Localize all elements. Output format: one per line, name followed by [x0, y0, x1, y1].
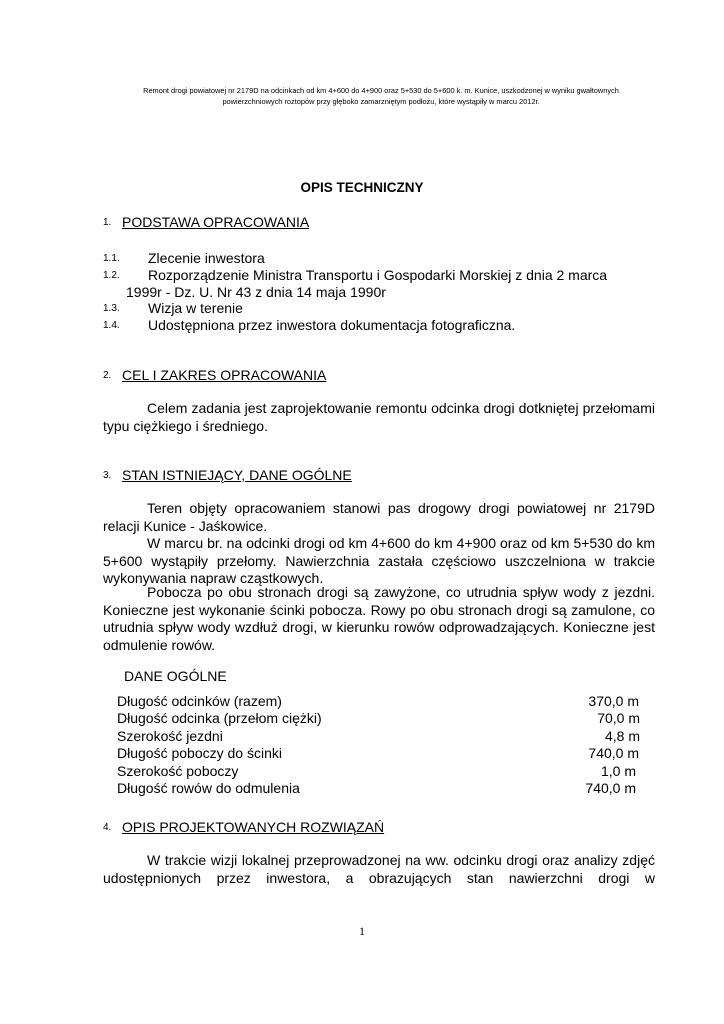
- dane-row: [117, 745, 641, 762]
- dane-label: Szerokość jezdni: [117, 727, 223, 744]
- item-1-2-number: 1.2.: [103, 270, 120, 281]
- dane-label: Długość rowów do odmulenia: [117, 779, 300, 796]
- item-1-3-number: 1.3.: [103, 303, 120, 314]
- running-header-line-1: Remont drogi powiatowej nr 2179D na odcinkach od km 4+600 do 4+900 oraz 5+530 do 5+600 k. m. Kunice, uszkodzonej w wyniku gwałtownych: [143, 86, 619, 95]
- section-3-number: 3.: [103, 470, 112, 481]
- section-4-heading: OPIS PROJEKTOWANYCH ROZWIĄZAŃ: [122, 819, 385, 835]
- dane-label: Długość odcinka (przełom ciężki): [117, 710, 322, 727]
- item-1-4-number: 1.4.: [103, 320, 120, 331]
- dane-row: [117, 780, 641, 797]
- dane-ogolne-table: [117, 693, 641, 797]
- item-1-2-continuation: 1999r - Dz. U. Nr 43 z dnia 14 maja 1990r: [126, 284, 386, 300]
- dane-value: 1,0 m: [600, 762, 636, 779]
- dane-row: [117, 710, 641, 727]
- dane-label: Długość poboczy do ścinki: [117, 745, 282, 762]
- section-2-heading: CEL I ZAKRES OPRACOWANIA: [122, 367, 327, 383]
- item-1-3-text: Wizja w terenie: [148, 300, 243, 316]
- section-2-paragraph: Celem zadania jest zaprojektowanie remontu odcinka drogi dotkniętej przełomami typu ciężkiego i średniego.: [103, 400, 655, 434]
- section-4-number: 4.: [103, 822, 112, 833]
- item-1-1-text: Zlecenie inwestora: [148, 250, 265, 266]
- dane-row: [117, 763, 641, 780]
- running-header: [96, 85, 666, 107]
- page-number: 1: [359, 924, 365, 938]
- dane-label: Długość odcinków (razem): [117, 693, 282, 709]
- dane-row: [117, 728, 641, 745]
- running-header-line-2: powierzchniowych roztopów przy głęboko zamarzniętym podłożu, które wystąpiły w marcu 2012r.: [222, 97, 540, 106]
- section-3-paragraph-1: Teren objęty opracowaniem stanowi pas drogowy drogi powiatowej nr 2179D relacji Kunice - Jaśkowice.: [103, 500, 655, 534]
- dane-value: 4,8 m: [604, 727, 640, 744]
- dane-ogolne-heading: DANE OGÓLNE: [124, 668, 227, 684]
- section-3-paragraph-2: W marcu br. na odcinki drogi od km 4+600 do km 4+900 oraz od km 5+530 do km 5+600 wystąpiły przełomy. Nawierzchnia zastała częściowo uszczelniona w trakcie wykonywania napraw cząstkowych.: [103, 535, 655, 587]
- section-4-paragraph: W trakcie wizji lokalnej przeprowadzonej na ww. odcinku drogi oraz analizy zdjęć udostępnionych przez inwestora, a obrazujących stan nawierzchni drogi w: [103, 852, 655, 886]
- section-1-number: 1.: [103, 217, 112, 228]
- dane-value: 740,0 m: [585, 779, 636, 796]
- item-1-1-number: 1.1.: [103, 253, 120, 264]
- section-3-heading: STAN ISTNIEJĄCY, DANE OGÓLNE: [122, 467, 352, 483]
- section-2-number: 2.: [103, 370, 112, 381]
- dane-value: 740,0 m: [588, 745, 639, 762]
- item-1-4-text: Udostępniona przez inwestora dokumentacja fotograficzna.: [148, 317, 516, 333]
- section-1-heading: PODSTAWA OPRACOWANIA: [122, 214, 310, 230]
- document-title: OPIS TECHNICZNY: [300, 180, 424, 195]
- dane-label: Szerokość poboczy: [117, 762, 239, 779]
- item-1-2-text: Rozporządzenie Ministra Transportu i Gospodarki Morskiej z dnia 2 marca: [148, 267, 608, 283]
- section-3-paragraph-3: Pobocza po obu stronach drogi są zawyżone, co utrudnia spływ wody z jezdni. Konieczne jest wykonanie ścinki pobocza. Rowy po obu stronach drogi są zamulone, co utrudnia spływ wody wzdłuż drogi, w kierunku rowów odprowadzających. Konieczne jest odmulenie rowów.: [103, 584, 655, 653]
- dane-row: [117, 693, 641, 710]
- dane-value: 370,0 m: [588, 693, 639, 709]
- dane-value: 70,0 m: [597, 710, 640, 727]
